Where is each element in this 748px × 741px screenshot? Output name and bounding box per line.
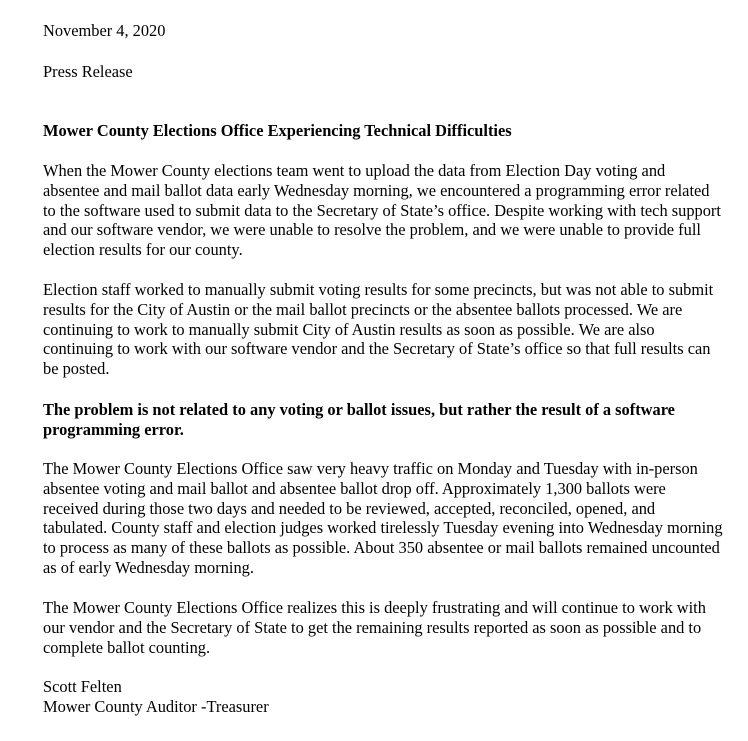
release-date: November 4, 2020 bbox=[43, 21, 166, 40]
paragraph-frustration: The Mower County Elections Office realizes this is deeply frustrating and will continue to work with our vendor and the Secretary of State to get the remaining results reported as soon as possible and to complete ballot counting. bbox=[43, 598, 706, 657]
document-label: Press Release bbox=[43, 62, 133, 81]
paragraph-upload-error: When the Mower County elections team went to upload the data from Election Day voting and absentee and mail ballot data early Wednesday morning, we encountered a programming error related to the software used to submit data to the Secretary of State’s office. Despite working with tech support and our software vendor, we were unable to resolve the problem, and we were unable to provide full election results for our county. bbox=[43, 161, 721, 260]
paragraph-not-voting-issue: The problem is not related to any voting or ballot issues, but rather the result of a software programming error. bbox=[43, 400, 675, 439]
signature-name: Scott Felten bbox=[43, 677, 122, 696]
headline: Mower County Elections Office Experiencing Technical Difficulties bbox=[43, 121, 512, 140]
paragraph-heavy-traffic: The Mower County Elections Office saw very heavy traffic on Monday and Tuesday with in-person absentee voting and mail ballot and absentee ballot drop off. Approximately 1,300 ballots were received during those two days and needed to be reviewed, accepted, reconciled, opened, and tabulated. County staff and election judges worked tirelessly Tuesday evening into Wednesday morning to process as many of these ballots as possible. About 350 absentee or mail ballots remained uncounted as of early Wednesday morning. bbox=[43, 459, 723, 577]
paragraph-manual-submission: Election staff worked to manually submit voting results for some precincts, but was not able to submit results for the City of Austin or the mail ballot precincts or the absentee ballots processed. We are continuing to work to manually submit City of Austin results as soon as possible. We are also continuing to work with our software vendor and the Secretary of State’s office so that full results can be posted. bbox=[43, 280, 714, 379]
signature-title: Mower County Auditor -Treasurer bbox=[43, 697, 269, 716]
